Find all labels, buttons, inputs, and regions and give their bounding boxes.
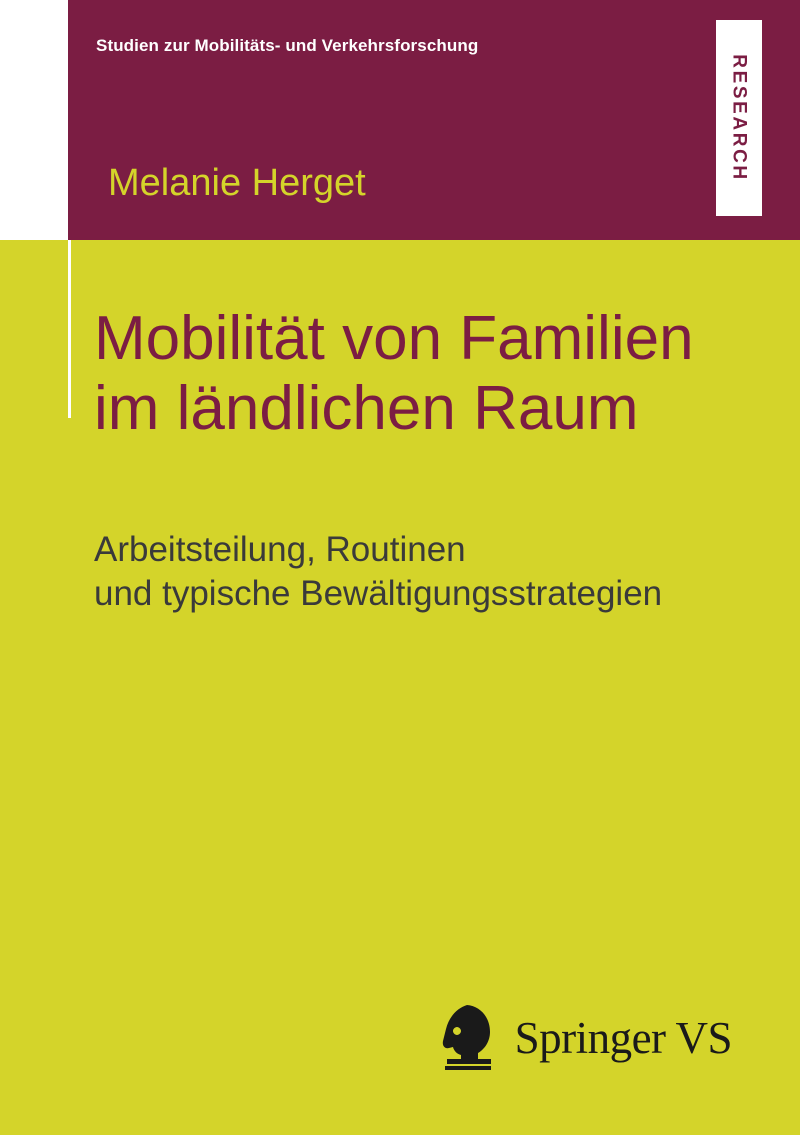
book-title-line-2: im ländlichen Raum	[94, 374, 639, 444]
header-band-left-margin	[0, 0, 68, 240]
book-subtitle-line-2: und typische Bewältigungsstrategien	[94, 574, 663, 614]
publisher-name: Springer VS	[514, 1013, 732, 1063]
book-subtitle-line-1: Arbeitsteilung, Routinen	[94, 530, 466, 569]
book-title-line-1: Mobilität von Familien	[94, 304, 694, 373]
book-subtitle	[94, 528, 754, 616]
publisher-logo	[437, 1003, 732, 1073]
book-title	[94, 304, 754, 444]
series-title: Studien zur Mobilitäts- und Verkehrsforschung	[96, 36, 479, 55]
research-badge-label: RESEARCH	[729, 54, 750, 182]
springer-knight-icon	[437, 1003, 499, 1073]
author-name: Melanie Herget	[108, 162, 366, 204]
research-badge	[716, 20, 762, 216]
left-margin-lower	[0, 240, 68, 418]
vertical-rule	[68, 240, 71, 418]
